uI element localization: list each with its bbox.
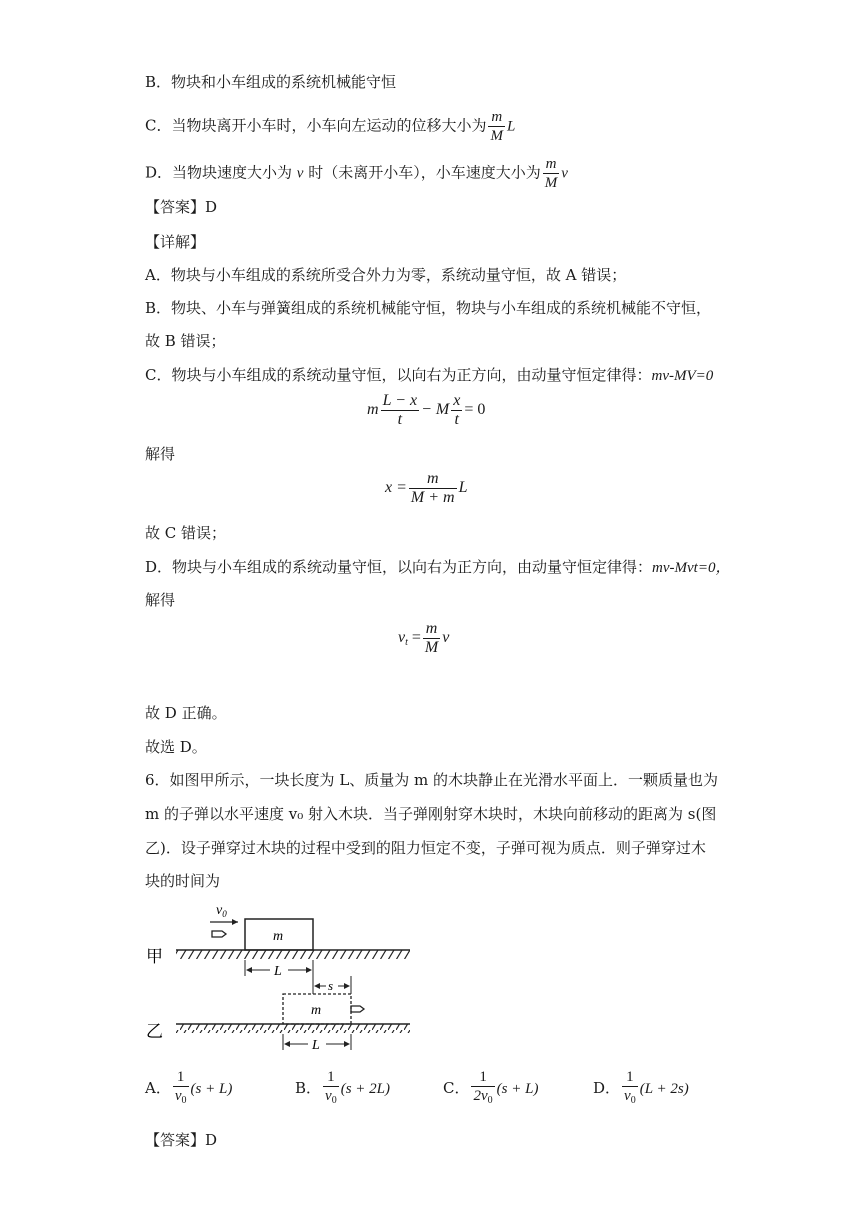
equation-3 <box>398 620 449 657</box>
mass-label-yi: m <box>311 1003 322 1018</box>
q6-line3: 乙)．设子弹穿过木块的过程中受到的阻力恒定不变，子弹可视为质点．则子弹穿过木 <box>145 839 706 857</box>
fraction-denominator: $v_0$ <box>174 1088 187 1106</box>
choice-a-fraction <box>173 1068 189 1110</box>
fraction-numerator: m <box>488 108 505 127</box>
explain-c-formula: mv-MV=0 <box>651 368 714 384</box>
eq1-m: m <box>367 401 379 419</box>
dim-arrow-s-right <box>344 983 350 989</box>
eq3-tail: v <box>442 629 450 647</box>
explain-c-end: 故 C 错误； <box>145 524 227 542</box>
choice-label: C． <box>443 1079 470 1097</box>
option-c-tail: L <box>506 118 516 135</box>
option-d-text: D．当物块速度大小为 <box>145 163 297 182</box>
eq2-lhs: x = <box>385 479 407 497</box>
explain-b-line1: B．物块、小车与弹簧组成的系统机械能守恒，物块与小车组成的系统机械能不守恒， <box>145 299 712 317</box>
explain-d-line1 <box>145 557 730 578</box>
explain-heading: 【详解】 <box>145 233 206 251</box>
v0-label: $v_0$ <box>216 903 227 919</box>
option-d-fraction <box>543 155 560 192</box>
solve-label-1: 解得 <box>145 445 176 463</box>
explain-d-formula: mv-Mvt=0， <box>652 560 731 576</box>
velocity-arrowhead <box>232 919 238 925</box>
option-d-tail: v <box>561 165 568 182</box>
eq1-minus-m: − M <box>421 401 450 419</box>
length-label-yi: L <box>312 1038 320 1053</box>
eq1-rhs: = 0 <box>464 401 486 419</box>
choice-c-fraction <box>471 1068 494 1110</box>
choice-label: D． <box>593 1079 621 1097</box>
option-b: B．物块和小车组成的系统机械能守恒 <box>145 73 397 91</box>
fraction-numerator: m <box>423 620 440 639</box>
dim-arrow-s-left <box>314 983 320 989</box>
explain-d-end: 故 D 正确。 <box>145 704 227 722</box>
option-d-var: v <box>296 165 304 182</box>
label-jia: 甲 <box>146 947 163 966</box>
option-d <box>145 155 568 192</box>
option-c-fraction <box>488 108 505 145</box>
choice-expression: (L + 2s) <box>639 1081 689 1097</box>
fraction-numerator: 1 <box>622 1068 638 1087</box>
fraction-denominator: M + m <box>410 489 455 506</box>
fraction-denominator: M <box>490 128 503 144</box>
choice-d-fraction <box>622 1068 638 1110</box>
choice-b <box>295 1068 390 1110</box>
fraction-numerator: 1 <box>173 1068 189 1087</box>
eq1-fraction-1 <box>381 392 420 429</box>
choice-label: A． <box>145 1079 171 1097</box>
option-d-text2: 时（未离开小车），小车速度大小为 <box>303 163 541 182</box>
explain-c-line1 <box>145 365 713 386</box>
equation-2 <box>385 470 468 507</box>
bullet-yi <box>351 1006 364 1012</box>
fraction-numerator: x <box>453 392 461 409</box>
label-yi: 乙 <box>146 1022 163 1041</box>
eq3-subscript: t <box>405 637 408 649</box>
dim-arrow-l2-right <box>344 1041 350 1047</box>
q6-line1: 6．如图甲所示，一块长度为 L、质量为 m 的木块静止在光滑水平面上．一颗质量也为 <box>145 771 719 789</box>
choice-expression: (s + L) <box>190 1081 233 1097</box>
fraction-numerator: 1 <box>323 1068 339 1087</box>
equation-1 <box>367 392 485 429</box>
choice-a <box>145 1068 232 1110</box>
bullet-jia <box>212 931 226 937</box>
eq3-lhs: v <box>398 629 406 647</box>
eq3-fraction <box>423 620 440 657</box>
fraction-numerator: m <box>543 155 560 174</box>
fraction-numerator: 1 <box>471 1068 494 1087</box>
explain-b-line2: 故 B 错误； <box>145 332 226 350</box>
distance-label-s: s <box>328 978 334 993</box>
length-label-jia: L <box>274 964 282 979</box>
solve-label-2: 解得 <box>145 591 176 609</box>
answer-2: 【答案】D <box>145 1131 218 1149</box>
dim-arrow-left <box>246 967 252 973</box>
bullet-block-figure <box>140 900 420 1060</box>
explain-c-text: C．物块与小车组成的系统动量守恒，以向右为正方向，由动量守恒定律得： <box>145 366 652 384</box>
q6-line4: 块的时间为 <box>145 872 221 890</box>
explain-a: A．物块与小车组成的系统所受合外力为零，系统动量守恒，故 A 错误； <box>145 266 627 284</box>
answer-1: 【答案】D <box>145 198 218 216</box>
eq1-fraction-2 <box>451 392 462 429</box>
choice-d <box>593 1068 689 1110</box>
fraction-numerator: m <box>409 470 457 489</box>
mass-label-jia: m <box>273 929 284 944</box>
choice-label: B． <box>295 1079 322 1097</box>
option-c-text: C．当物块离开小车时，小车向左运动的位移大小为 <box>145 116 487 135</box>
choice-expression: (s + 2L) <box>340 1081 390 1097</box>
fraction-denominator: $2v_0$ <box>473 1088 493 1106</box>
choose-answer: 故选 D。 <box>145 738 207 756</box>
choice-expression: (s + L) <box>496 1081 539 1097</box>
option-c <box>145 108 515 145</box>
fraction-denominator: M <box>544 175 558 191</box>
ground-hatch-2 <box>176 1024 410 1033</box>
fraction-denominator: $v_0$ <box>325 1088 337 1106</box>
fraction-numerator: L − x <box>382 392 418 409</box>
eq3-equals: = <box>411 629 421 647</box>
explain-d-text: D．物块与小车组成的系统动量守恒，以向右为正方向，由动量守恒定律得： <box>145 558 653 576</box>
q6-line2: m 的子弹以水平速度 v₀ 射入木块．当子弹刚射穿木块时，木块向前移动的距离为 s(图 <box>145 805 717 823</box>
eq2-tail: L <box>458 479 468 497</box>
choice-b-fraction <box>323 1068 339 1110</box>
fraction-denominator: $v_0$ <box>624 1088 636 1106</box>
dim-arrow-right <box>306 967 312 973</box>
choice-c <box>443 1068 538 1110</box>
fraction-denominator: M <box>424 639 439 656</box>
ground-hatch-1 <box>176 950 410 959</box>
fraction-denominator: t <box>397 411 403 428</box>
dim-arrow-l2-left <box>284 1041 290 1047</box>
fraction-denominator: t <box>454 411 459 428</box>
eq2-fraction <box>409 470 457 507</box>
